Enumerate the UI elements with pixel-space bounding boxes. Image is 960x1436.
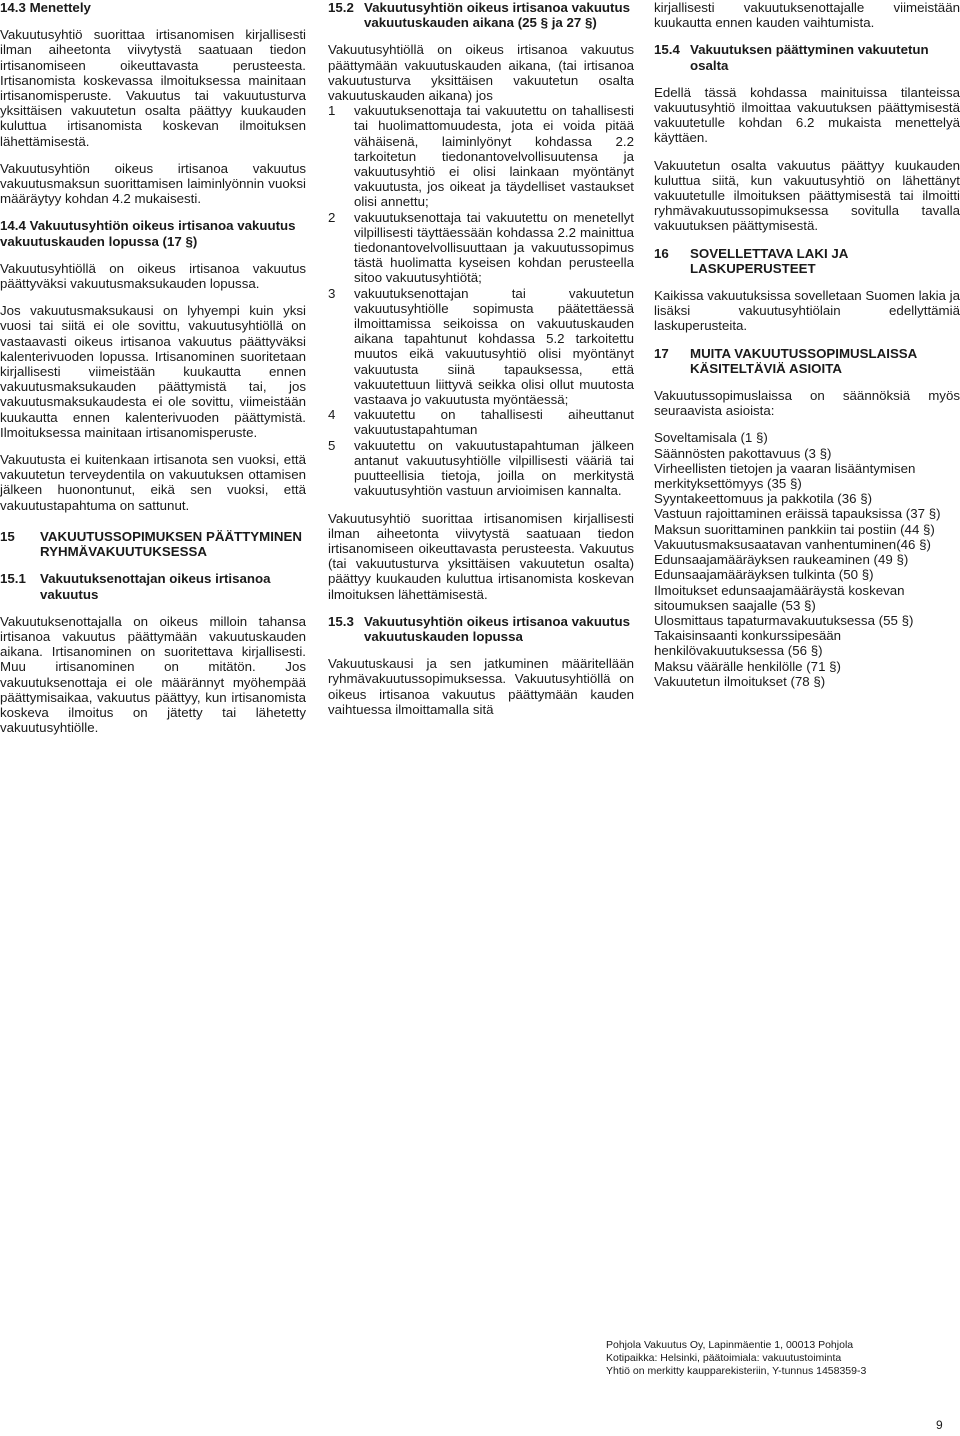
heading-number: 15.2 [328,0,354,15]
list-item: Vastuun rajoittaminen eräissä tapauksissa (37 §) [654,506,941,522]
item-number: 3 [328,285,336,301]
list-item: Ilmoitukset edunsaajamääräystä koskevan sitoumuksen saajalle (53 §) [654,582,905,613]
company-footer [606,1339,946,1378]
paragraph: Vakuutetun osalta vakuutus päättyy kuukauden kuluttua siitä, kun vakuutusyhtiö on lähettänyt vakuutetulle ilmoituksen päättymisestä tai ilmoitti ryhmävakuutussopimuksessa sovitulla tavalla vakuutuksen päättymisestä. [654,157,960,234]
list-item: Vakuutusmaksusaatavan vanhentuminen(46 §) [654,536,931,552]
list-item: Säännösten pakottavuus (3 §) [654,445,832,461]
list-item: Syyntakeettomuus ja pakkotila (36 §) [654,491,873,507]
heading-number: 15.4 [654,42,680,58]
paragraph: Vakuutusyhtiön oikeus irtisanoa vakuutus vakuutusmaksun suorittamisen laiminlyönnin vuoksi määräytyy kohdan 4.2 mukaisesti. [0,160,306,207]
column-middle [328,0,634,717]
paragraph: Jos vakuutusmaksukausi on lyhyempi kuin yksi vuosi tai siitä ei ole sovittu, vakuutusyhtiöllä on vastaavasti oikeus irtisanoa vakuutus päättyväksi kalenterivuoden lopussa. Irtisanominen suoritetaan kirjallisesti viimeistään kuukautta ennen vakuutusmaksukauden päättymistä tai, jos vakuutusmaksukaudesta ei ole sovittu, viimeistään kuukautta ennen kalenterivuoden päättymistä. Ilmoituksessa mainitaan irtisanomisperuste. [0,303,306,440]
list-item: Vakuutetun ilmoitukset (78 §) [654,673,826,689]
list-item [328,103,634,209]
heading-text: VAKUUTUSSOPIMUKSEN PÄÄTTYMINEN RYHMÄVAKUUTUKSESSA [40,528,303,560]
heading-number: 15.3 [328,613,354,629]
list-item: Takaisinsaanti konkurssipesään henkilövakuutuksessa (56 §) [654,628,842,659]
item-text: vakuutettu on vakuutustapahtuman jälkeen antanut vakuutusyhtiölle vilpillisesti vääriä tai puutteellisia tietoja, joilla on merkitystä vakuutusyhtiön vastuun arvioimisen kannalta. [354,437,634,499]
heading-text: MUITA VAKUUTUSSOPIMUSLAISSA KÄSITELTÄVIÄ ASIOITA [690,345,917,376]
list-item: Maksun suorittaminen pankkiin tai postiin (44 §) [654,521,935,537]
heading-text: Vakuutusyhtiön oikeus irtisanoa vakuutus vakuutuskauden aikana (25 § ja 27 §) [364,0,631,31]
footer-line: Pohjola Vakuutus Oy, Lapinmäentie 1, 00013 Pohjola [606,1339,854,1351]
heading-16 [654,246,960,276]
paragraph: Edellä tässä kohdassa mainituissa tilanteissa vakuutusyhtiö ilmoittaa vakuutuksen päättymisestä vakuutetulle kohdan 6.2 mukaista menettelyä käyttäen. [654,84,960,146]
item-number: 2 [328,209,336,225]
list-item [328,438,634,499]
paragraph: Vakuutusyhtiö suorittaa irtisanomisen kirjallisesti ilman aiheetonta viivytystä saatuaan tiedon irtisanomiseen oikeuttavasta perusteesta. Irtisanomista koskevassa ilmoituksessa mainitaan irtisanomisperuste. Vakuutus tai vakuutusturva yksittäisen vakuutetun osalta päättyy kuukauden kuluttua irtisanomista koskevan ilmoituksen lähettämisestä. [0,27,306,149]
paragraph: Vakuutuskausi ja sen jatkuminen määritellään ryhmävakuutussopimuksessa. Vakuutusyhtiöllä on oikeus irtisanoa vakuutus päättymään kauden vaihtuessa ilmoittamalla sitä [328,656,634,717]
footer-line: Kotipaikka: Helsinki, päätoimiala: vakuutustoiminta [606,1352,842,1364]
page-number: 9 [936,1418,943,1432]
heading-15-3 [328,614,634,644]
list-item [328,286,634,408]
paragraph: Vakuutussopimuslaissa on säännöksiä myös seuraavista asioista: [654,388,960,419]
heading-text: Vakuutuksenottajan oikeus irtisanoa vakuutus [40,571,271,602]
heading-number: 16 [654,245,669,261]
heading-15-4 [654,42,960,72]
condition-list [328,103,634,498]
heading-15-2 [328,0,634,30]
list-item: Edunsaajamääräyksen tulkinta (50 §) [654,567,874,583]
heading-15 [0,529,306,559]
heading-text: Vakuutusyhtiön oikeus irtisanoa vakuutus vakuutuskauden lopussa [364,613,631,644]
list-item: Virheellisten tietojen ja vaaran lisääntymisen merkityksettömyys (35 §) [654,460,916,492]
heading-14-4: 14.4 Vakuutusyhtiön oikeus irtisanoa vakuutus vakuutuskauden lopussa (17 §) [0,218,296,249]
heading-number: 15.1 [0,571,26,587]
heading-number: 17 [654,345,669,361]
paragraph: Vakuutuksenottajalla on oikeus milloin tahansa irtisanoa vakuutus päättymään vakuutuskauden aikana. Irtisanominen on suoritettava kirjallisesti. Muu irtisanominen on mitätön. Jos vakuutuksenottaja ei ole määrännyt myöhempää päättymisaikaa, vakuutus päättyy, kun irtisanomista koskeva ilmoitus on jätetty tai lähetetty vakuutusyhtiölle. [0,613,306,736]
list-item [328,407,634,437]
column-left [0,0,306,735]
item-number: 1 [328,103,336,119]
heading-number: 15 [0,528,15,544]
list-item: Edunsaajamääräyksen raukeaminen (49 §) [654,552,909,568]
heading-17 [654,346,960,376]
item-text: vakuutuksenottajan tai vakuutetun vakuutusyhtiölle sopimusta päätettäessä ilmoittamissa seikoissa on vakuutuskauden aikana tapahtunut kohdassa 5.2 tarkoitettu muutos eikä vakuutusyhtiö olisi myöntänyt vakuutusta siinä tapauksessa, että vakuutettuun liittyvä seikka olisi ollut muutosta vastaava jo vakuutusta myöntäessä; [354,285,634,408]
list-item: Soveltamisala (1 §) [654,430,768,446]
item-text: vakuutuksenottaja tai vakuutettu on menetellyt vilpillisesti täyttäessään kohdassa 2.2 mainittua tiedonantovelvollisuuttaan ja vakuutussopimus tästä huolimatta kyseisen kohdan perusteella sitoo vakuutusyhtiötä; [354,209,634,286]
list-item: Maksu väärälle henkilölle (71 §) [654,658,841,674]
paragraph: Vakuutusyhtiöllä on oikeus irtisanoa vakuutus päättymään vakuutuskauden aikana, (tai irtisanoa vakuutusturva yksittäisen vakuutetun osalta vakuutuskauden aikana) jos [328,42,634,104]
statute-list [654,430,960,688]
heading-text: Vakuutuksen päättyminen vakuutetun osalta [690,42,929,73]
paragraph: kirjallisesti vakuutuksenottajalle viimeistään kuukautta ennen kauden vaihtumista. [654,0,960,31]
heading-text: SOVELLETTAVA LAKI JA LASKUPERUSTEET [690,245,848,276]
item-text: vakuutettu on tahallisesti aiheuttanut vakuutustapahtuman [354,407,634,438]
paragraph: Vakuutusyhtiöllä on oikeus irtisanoa vakuutus päättyväksi vakuutusmaksukauden lopussa. [0,260,306,292]
heading-15-1 [0,571,306,601]
paragraph: Kaikissa vakuutuksissa sovelletaan Suomen lakia ja lisäksi vakuutusyhtiölain edellyttämiä laskuperusteita. [654,288,960,334]
item-text: vakuutuksenottaja tai vakuutettu on tahallisesti tai huolimattomuudesta, jota ei voida pitää vähäisenä, laiminlyönyt kohdassa 2.2 tarkoitetun tiedonantovelvollisuutensa ja vakuutusyhtiö ei olisi lainkaan myöntänyt vakuutusta, jos oikeat ja täydelliset vastaukset olisi annettu; [354,103,634,210]
list-item: Ulosmittaus tapaturmavakuutuksessa (55 §) [654,612,914,628]
paragraph: Vakuutusyhtiö suorittaa irtisanomisen kirjallisesti ilman aiheetonta viivytystä saatuaan tiedon irtisanomiseen oikeuttavasta perusteesta. Vakuutus (tai vakuutusturva yksittäisen vakuutetun osalta) päättyy kuukauden kuluttua irtisanomista koskevan ilmoituksen lähettämisestä. [328,510,634,602]
heading-14-3: 14.3 Menettely [0,0,91,15]
item-number: 4 [328,407,336,423]
footer-line: Yhtiö on merkitty kaupparekisteriin, Y-tunnus 1458359-3 [606,1365,867,1377]
paragraph: Vakuutusta ei kuitenkaan irtisanota sen vuoksi, että vakuutetun terveydentila on vakuutuksen ottamisen jälkeen huonontunut, eikä sen vuoksi, että vakuutustapahtuma on sattunut. [0,452,306,513]
item-number: 5 [328,437,336,453]
column-right [654,0,960,689]
list-item [328,210,634,286]
